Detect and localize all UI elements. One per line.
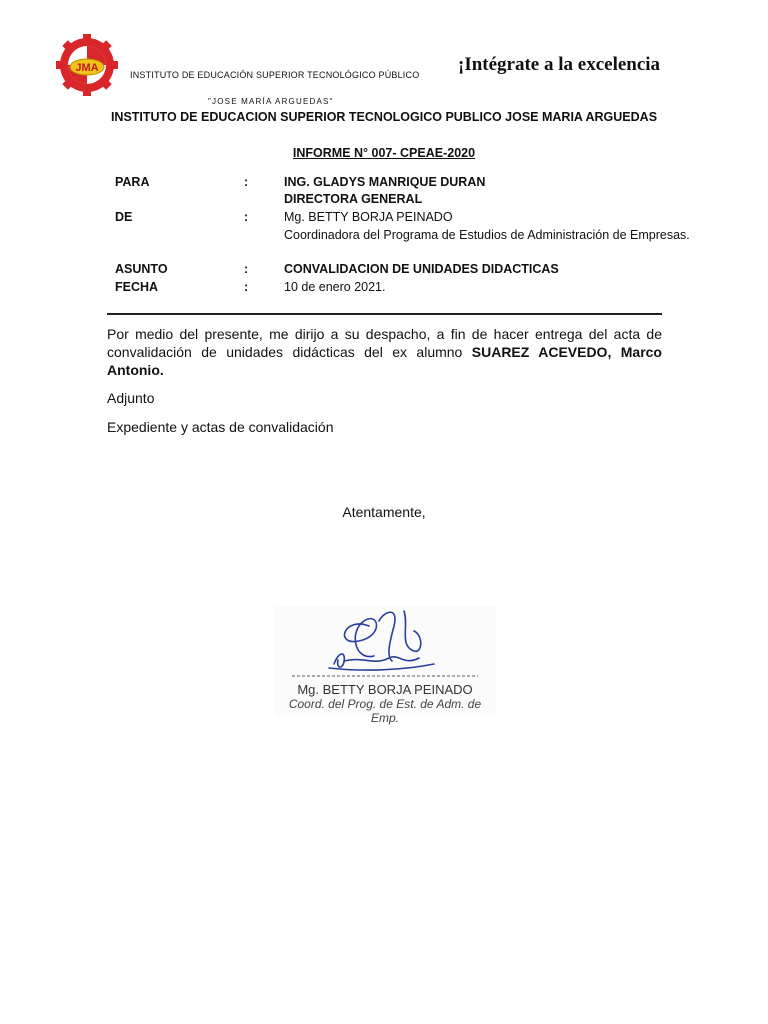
institute-logo	[55, 33, 119, 97]
report-number-text: INFORME N° 007- CPEAE-2020	[292, 146, 476, 160]
de-name: Mg. BETTY BORJA PEINADO	[284, 210, 453, 224]
attachments-text: Expediente y actas de convalidación	[107, 419, 334, 435]
body-line-1: Por medio del presente, me dirijo a su despacho, a fin de hacer entrega del acta de	[107, 326, 662, 342]
body-line-2	[107, 343, 662, 361]
institute-quote-name: "JOSE MARÍA ARGUEDAS"	[208, 97, 334, 106]
body-line-3	[107, 361, 662, 379]
signer-role: Coord. del Prog. de Est. de Adm. de Emp.	[288, 697, 482, 725]
fecha-label: FECHA	[115, 280, 159, 294]
handwritten-signature	[274, 606, 496, 686]
de-colon: :	[244, 210, 249, 224]
para-name: ING. GLADYS MANRIQUE DURAN	[284, 175, 486, 189]
slogan: ¡Intégrate a la excelencia	[458, 54, 661, 75]
svg-text:JMA: JMA	[75, 62, 99, 74]
fecha-value: 10 de enero 2021.	[284, 280, 386, 294]
asunto-colon: :	[244, 262, 249, 276]
institute-small-name: INSTITUTO DE EDUCACIÓN SUPERIOR TECNOLÓGICO PÚBLICO	[130, 70, 420, 80]
student-name-end: Antonio.	[107, 362, 164, 378]
para-label: PARA	[115, 175, 150, 189]
signer-name: Mg. BETTY BORJA PEINADO	[297, 682, 473, 697]
adjunto-label: Adjunto	[107, 390, 155, 406]
closing: Atentamente,	[342, 504, 426, 520]
body-paragraph	[107, 325, 662, 379]
report-number	[0, 146, 768, 160]
body-line-2-text: convalidación de unidades didácticas del ex alumno	[107, 344, 472, 360]
fecha-colon: :	[244, 280, 249, 294]
institute-title: INSTITUTO DE EDUCACION SUPERIOR TECNOLOGICO PUBLICO JOSE MARIA ARGUEDAS	[110, 110, 658, 124]
student-name: SUAREZ ACEVEDO, Marco	[471, 344, 662, 360]
de-title: Coordinadora del Programa de Estudios de Administración de Empresas.	[284, 228, 690, 242]
asunto-value: CONVALIDACION DE UNIDADES DIDACTICAS	[284, 262, 559, 276]
de-label: DE	[115, 210, 133, 224]
para-title: DIRECTORA GENERAL	[284, 192, 423, 206]
para-colon: :	[244, 175, 249, 189]
asunto-label: ASUNTO	[115, 262, 168, 276]
header-divider	[107, 313, 662, 315]
